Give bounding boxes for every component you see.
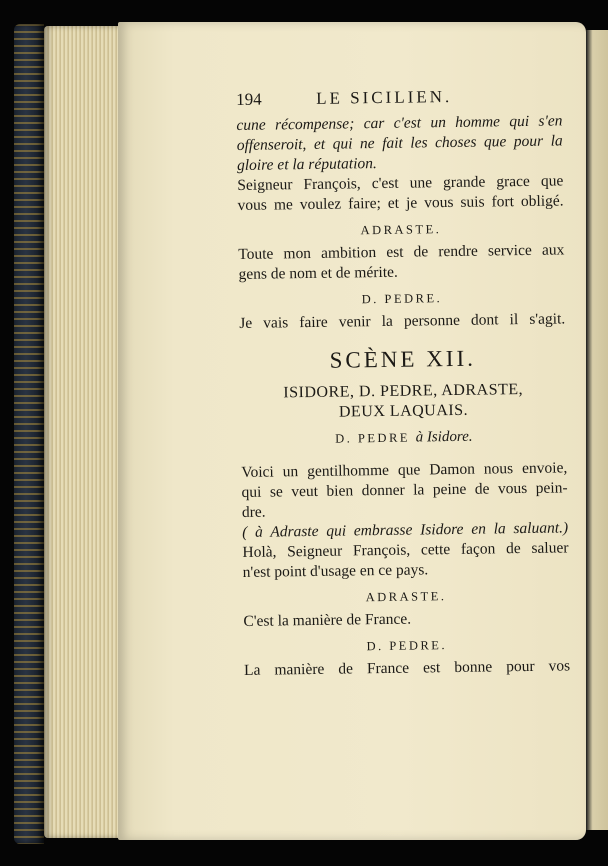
text-line: qui se veut bien donner la peine de vous pein-	[241, 479, 568, 501]
text-line: cune récompense; car c'est un homme qui s'en	[236, 112, 563, 134]
text-line: Voici un gentilhomme que Damon nous envoie,	[241, 459, 568, 481]
facing-page-edge	[586, 30, 608, 830]
speaker-label: D. PEDRE.	[361, 291, 443, 307]
speaker-label: ADRASTE.	[360, 222, 442, 238]
text-line: gens de nom et de mérite.	[238, 263, 398, 283]
running-header	[236, 85, 562, 116]
text-line: Seigneur François, c'est une grande grace que	[237, 172, 564, 194]
cast-list: ISIDORE, D. PEDRE, ADRASTE,	[283, 381, 524, 402]
page-number: 194	[236, 89, 262, 109]
stage-direction: ( à Adraste qui embrasse Isidore en la saluant.)	[242, 519, 569, 541]
text-line: offenseroit, et qui ne fait les choses que pour la	[236, 132, 563, 154]
speaker-label: D. PEDRE.	[366, 638, 448, 654]
cast-list: DEUX LAQUAIS.	[338, 401, 469, 421]
speaker-label: D. PEDRE à Isidore.	[335, 428, 473, 446]
page-edges	[44, 26, 122, 838]
text-line: C'est la manière de France.	[243, 610, 412, 630]
text-line: dre.	[241, 503, 266, 521]
text-line: gloire et la réputation.	[236, 155, 377, 174]
text-line: La manière de France est bonne pour vos	[243, 657, 571, 679]
text-line: Holà, Seigneur François, cette façon de saluer	[242, 539, 569, 561]
book-cover-spine	[14, 24, 44, 844]
page-text	[236, 85, 570, 680]
scene-heading: SCÈNE XII.	[329, 345, 477, 373]
text-line: Je vais faire venir la personne dont il s'agit.	[239, 310, 566, 332]
text-line: n'est point d'usage en ce pays.	[242, 561, 429, 581]
running-head-title: LE SICILIEN.	[315, 86, 453, 108]
text-line: Toute mon ambition est de rendre service aux	[238, 241, 565, 263]
speaker-label: ADRASTE.	[365, 589, 447, 605]
text-line: vous me voulez faire; et je vous suis fort obligé.	[237, 192, 564, 214]
